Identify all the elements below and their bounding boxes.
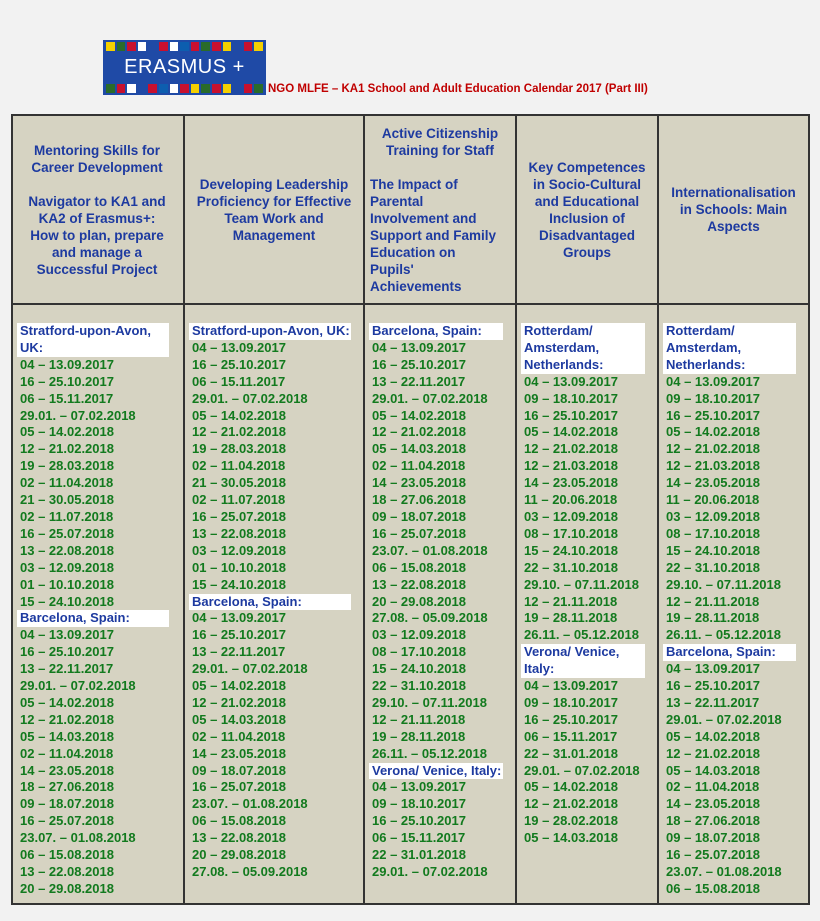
date-range: 04 – 13.09.2017 bbox=[192, 610, 286, 626]
date-range: 13 – 22.08.2018 bbox=[20, 542, 114, 558]
heading-line: Key Competences in Socio-Cultural and Educational Inclusion of Disadvantaged Groups bbox=[528, 159, 646, 260]
column-dates bbox=[663, 323, 804, 898]
column-heading bbox=[13, 116, 181, 303]
date-range: 13 – 22.08.2018 bbox=[192, 525, 286, 541]
date-range: 12 – 21.03.2018 bbox=[524, 458, 618, 474]
date-range: 18 – 27.06.2018 bbox=[666, 813, 760, 829]
date-range: 03 – 12.09.2018 bbox=[666, 508, 760, 524]
date-range: 09 – 18.07.2018 bbox=[192, 762, 286, 778]
location-label: Verona/ Venice, Italy: bbox=[369, 763, 503, 780]
date-range: 02 – 11.04.2018 bbox=[666, 779, 760, 795]
column-heading bbox=[659, 116, 808, 303]
date-range: 14 – 23.05.2018 bbox=[372, 475, 466, 491]
date-range: 12 – 21.11.2018 bbox=[524, 593, 618, 609]
date-range: 05 – 14.02.2018 bbox=[524, 779, 618, 795]
date-range: 12 – 21.02.2018 bbox=[192, 424, 286, 440]
flag-icon bbox=[159, 42, 168, 51]
column-heading bbox=[365, 116, 515, 303]
date-range: 23.07. – 01.08.2018 bbox=[372, 542, 488, 558]
date-range: 06 – 15.08.2018 bbox=[20, 847, 114, 863]
date-range: 09 – 18.10.2017 bbox=[524, 390, 618, 406]
date-range: 14 – 23.05.2018 bbox=[524, 475, 618, 491]
flag-icon bbox=[170, 42, 179, 51]
location-label: Stratford-upon-Avon, UK: bbox=[17, 323, 169, 357]
date-range: 09 – 18.07.2018 bbox=[372, 508, 466, 524]
date-range: 03 – 12.09.2018 bbox=[20, 559, 114, 575]
date-range: 12 – 21.02.2018 bbox=[192, 694, 286, 710]
date-range: 19 – 28.11.2018 bbox=[372, 728, 466, 744]
date-range: 29.01. – 07.02.2018 bbox=[20, 407, 136, 423]
date-range: 05 – 14.03.2018 bbox=[666, 762, 760, 778]
date-range: 02 – 11.04.2018 bbox=[192, 458, 286, 474]
date-range: 12 – 21.02.2018 bbox=[666, 441, 760, 457]
date-range: 29.10. – 07.11.2018 bbox=[372, 694, 487, 710]
date-range: 12 – 21.02.2018 bbox=[20, 711, 114, 727]
calendar-column-4 bbox=[517, 116, 657, 903]
date-range: 04 – 13.09.2017 bbox=[20, 627, 114, 643]
location-label: Verona/ Venice, Italy: bbox=[521, 644, 645, 678]
location-label: Barcelona, Spain: bbox=[17, 610, 169, 627]
date-range: 29.01. – 07.02.2018 bbox=[524, 762, 640, 778]
date-range: 26.11. – 05.12.2018 bbox=[372, 745, 487, 761]
flag-icon bbox=[244, 84, 253, 93]
date-range: 12 – 21.02.2018 bbox=[524, 441, 618, 457]
date-range: 04 – 13.09.2017 bbox=[20, 356, 114, 372]
date-range: 16 – 25.10.2017 bbox=[666, 678, 760, 694]
flag-icon bbox=[180, 42, 189, 51]
calendar-column-3 bbox=[365, 116, 515, 903]
date-range: 26.11. – 05.12.2018 bbox=[666, 627, 781, 643]
flag-icon bbox=[138, 84, 147, 93]
date-range: 16 – 25.10.2017 bbox=[192, 627, 286, 643]
date-range: 16 – 25.10.2017 bbox=[20, 373, 114, 389]
flag-icon bbox=[233, 42, 242, 51]
flag-icon bbox=[117, 42, 126, 51]
date-range: 19 – 28.03.2018 bbox=[20, 458, 114, 474]
date-range: 05 – 14.02.2018 bbox=[666, 728, 760, 744]
calendar-column-2 bbox=[185, 116, 363, 903]
date-range: 04 – 13.09.2017 bbox=[524, 678, 618, 694]
date-range: 08 – 17.10.2018 bbox=[372, 644, 466, 660]
date-range: 05 – 14.03.2018 bbox=[192, 711, 286, 727]
flag-icon bbox=[212, 42, 221, 51]
date-range: 04 – 13.09.2017 bbox=[372, 339, 466, 355]
date-range: 16 – 25.07.2018 bbox=[20, 813, 114, 829]
date-range: 02 – 11.04.2018 bbox=[20, 745, 114, 761]
date-range: 16 – 25.10.2017 bbox=[666, 407, 760, 423]
date-range: 29.01. – 07.02.2018 bbox=[666, 711, 782, 727]
date-range: 13 – 22.11.2017 bbox=[372, 373, 466, 389]
date-range: 04 – 13.09.2017 bbox=[666, 373, 760, 389]
date-range: 04 – 13.09.2017 bbox=[192, 339, 286, 355]
flag-icon bbox=[148, 42, 157, 51]
flag-icon bbox=[159, 84, 168, 93]
date-range: 16 – 25.10.2017 bbox=[20, 644, 114, 660]
heading-line: The Impact of Parental Involvement and Support and Family Education on Pupils' Achievements bbox=[370, 176, 497, 294]
date-range: 29.10. – 07.11.2018 bbox=[524, 576, 639, 592]
heading-line: Navigator to KA1 and KA2 of Erasmus+: How to plan, prepare and manage a Successful Project bbox=[28, 193, 166, 277]
date-range: 08 – 17.10.2018 bbox=[666, 525, 760, 541]
date-range: 02 – 11.04.2018 bbox=[20, 475, 114, 491]
date-range: 29.01. – 07.02.2018 bbox=[372, 864, 488, 879]
date-range: 29.10. – 07.11.2018 bbox=[666, 576, 781, 592]
date-range: 20 – 29.08.2018 bbox=[372, 593, 466, 609]
date-range: 29.01. – 07.02.2018 bbox=[192, 661, 308, 677]
flag-icon bbox=[106, 42, 115, 51]
date-range: 05 – 14.03.2018 bbox=[524, 830, 618, 846]
date-range: 11 – 20.06.2018 bbox=[524, 492, 618, 508]
date-range: 09 – 18.10.2017 bbox=[524, 694, 618, 710]
date-range: 13 – 22.08.2018 bbox=[20, 864, 114, 879]
flag-icon bbox=[117, 84, 126, 93]
date-range: 23.07. – 01.08.2018 bbox=[20, 830, 136, 846]
date-range: 05 – 14.03.2018 bbox=[372, 441, 466, 457]
date-range: 12 – 21.02.2018 bbox=[524, 796, 618, 812]
date-range: 14 – 23.05.2018 bbox=[192, 745, 286, 761]
date-range: 27.08. – 05.09.2018 bbox=[192, 864, 308, 879]
flag-strip-top bbox=[106, 42, 263, 51]
date-range: 06 – 15.11.2017 bbox=[524, 728, 618, 744]
date-range: 22 – 31.10.2018 bbox=[524, 559, 618, 575]
date-range: 14 – 23.05.2018 bbox=[666, 796, 760, 812]
flag-icon bbox=[244, 42, 253, 51]
date-range: 05 – 14.03.2018 bbox=[20, 728, 114, 744]
date-range: 06 – 15.08.2018 bbox=[372, 559, 466, 575]
flag-icon bbox=[212, 84, 221, 93]
calendar-column-5 bbox=[659, 116, 808, 903]
date-range: 15 – 24.10.2018 bbox=[372, 661, 466, 677]
location-label: Barcelona, Spain: bbox=[189, 594, 351, 611]
flag-icon bbox=[191, 42, 200, 51]
column-dates bbox=[369, 323, 511, 881]
date-range: 26.11. – 05.12.2018 bbox=[524, 627, 639, 643]
date-range: 03 – 12.09.2018 bbox=[372, 627, 466, 643]
date-range: 16 – 25.10.2017 bbox=[372, 356, 466, 372]
heading-line: Developing Leadership Proficiency for Effective Team Work and Management bbox=[196, 176, 352, 243]
date-range: 12 – 21.11.2018 bbox=[666, 593, 760, 609]
date-range: 05 – 14.02.2018 bbox=[192, 407, 286, 423]
date-range: 03 – 12.09.2018 bbox=[524, 508, 618, 524]
date-range: 21 – 30.05.2018 bbox=[192, 475, 286, 491]
date-range: 05 – 14.02.2018 bbox=[666, 424, 760, 440]
date-range: 06 – 15.11.2017 bbox=[372, 830, 466, 846]
erasmus-logo bbox=[103, 40, 266, 95]
date-range: 06 – 15.08.2018 bbox=[192, 813, 286, 829]
calendar-table bbox=[11, 114, 810, 905]
date-range: 05 – 14.02.2018 bbox=[372, 407, 466, 423]
logo-text: ERASMUS + bbox=[124, 56, 245, 78]
date-range: 22 – 31.01.2018 bbox=[372, 847, 466, 863]
flag-icon bbox=[138, 42, 147, 51]
date-range: 05 – 14.02.2018 bbox=[20, 424, 114, 440]
flag-icon bbox=[148, 84, 157, 93]
column-dates bbox=[521, 323, 653, 847]
date-range: 16 – 25.07.2018 bbox=[20, 525, 114, 541]
flag-icon bbox=[254, 42, 263, 51]
date-range: 12 – 21.02.2018 bbox=[372, 424, 466, 440]
document-title: NGO MLFE – KA1 School and Adult Education Calendar 2017 (Part III) bbox=[268, 83, 648, 95]
date-range: 04 – 13.09.2017 bbox=[524, 373, 618, 389]
date-range: 19 – 28.02.2018 bbox=[524, 813, 618, 829]
flag-icon bbox=[201, 42, 210, 51]
date-range: 12 – 21.02.2018 bbox=[666, 745, 760, 761]
column-heading bbox=[185, 116, 363, 303]
location-label: Rotterdam/ Amsterdam, Netherlands: bbox=[521, 323, 645, 374]
flag-strip-bottom bbox=[106, 84, 263, 93]
date-range: 03 – 12.09.2018 bbox=[192, 542, 286, 558]
date-range: 21 – 30.05.2018 bbox=[20, 492, 114, 508]
date-range: 16 – 25.10.2017 bbox=[524, 407, 618, 423]
flag-icon bbox=[127, 84, 136, 93]
flag-icon bbox=[233, 84, 242, 93]
heading-line: Internationalisation in Schools: Main Aspects bbox=[671, 185, 796, 234]
date-range: 22 – 31.10.2018 bbox=[372, 678, 466, 694]
flag-icon bbox=[223, 84, 232, 93]
date-range: 06 – 15.11.2017 bbox=[20, 390, 114, 406]
date-range: 15 – 24.10.2018 bbox=[192, 576, 286, 592]
date-range: 19 – 28.11.2018 bbox=[666, 610, 760, 626]
date-range: 14 – 23.05.2018 bbox=[666, 475, 760, 491]
date-range: 12 – 21.02.2018 bbox=[20, 441, 114, 457]
date-range: 06 – 15.08.2018 bbox=[666, 880, 760, 896]
flag-icon bbox=[223, 42, 232, 51]
date-range: 09 – 18.10.2017 bbox=[666, 390, 760, 406]
flag-icon bbox=[127, 42, 136, 51]
date-range: 12 – 21.03.2018 bbox=[666, 458, 760, 474]
calendar-column-1 bbox=[13, 116, 181, 903]
date-range: 13 – 22.11.2017 bbox=[20, 661, 114, 677]
date-range: 05 – 14.02.2018 bbox=[192, 678, 286, 694]
date-range: 01 – 10.10.2018 bbox=[192, 559, 286, 575]
date-range: 02 – 11.04.2018 bbox=[192, 728, 286, 744]
flag-icon bbox=[201, 84, 210, 93]
location-label: Barcelona, Spain: bbox=[369, 323, 503, 340]
flag-icon bbox=[191, 84, 200, 93]
flag-icon bbox=[180, 84, 189, 93]
date-range: 02 – 11.07.2018 bbox=[192, 492, 286, 508]
date-range: 16 – 25.07.2018 bbox=[666, 847, 760, 863]
location-label: Barcelona, Spain: bbox=[663, 644, 796, 661]
date-range: 11 – 20.06.2018 bbox=[666, 492, 760, 508]
date-range: 09 – 18.07.2018 bbox=[666, 830, 760, 846]
date-range: 16 – 25.07.2018 bbox=[372, 525, 466, 541]
heading-line: Mentoring Skills for Career Development bbox=[31, 142, 163, 175]
date-range: 18 – 27.06.2018 bbox=[372, 492, 466, 508]
date-range: 06 – 15.11.2017 bbox=[192, 373, 286, 389]
date-range: 16 – 25.07.2018 bbox=[192, 508, 286, 524]
date-range: 04 – 13.09.2017 bbox=[372, 779, 466, 795]
date-range: 22 – 31.01.2018 bbox=[524, 745, 618, 761]
flag-icon bbox=[106, 84, 115, 93]
date-range: 13 – 22.11.2017 bbox=[192, 644, 286, 660]
date-range: 29.01. – 07.02.2018 bbox=[20, 678, 136, 694]
heading-line: Active Citizenship Training for Staff bbox=[381, 125, 499, 158]
date-range: 08 – 17.10.2018 bbox=[524, 525, 618, 541]
date-range: 05 – 14.02.2018 bbox=[20, 694, 114, 710]
date-range: 04 – 13.09.2017 bbox=[666, 661, 760, 677]
date-range: 12 – 21.11.2018 bbox=[372, 711, 466, 727]
date-range: 15 – 24.10.2018 bbox=[20, 593, 114, 609]
date-range: 14 – 23.05.2018 bbox=[20, 762, 114, 778]
date-range: 19 – 28.11.2018 bbox=[524, 610, 618, 626]
date-range: 16 – 25.07.2018 bbox=[192, 779, 286, 795]
date-range: 29.01. – 07.02.2018 bbox=[192, 390, 308, 406]
date-range: 18 – 27.06.2018 bbox=[20, 779, 114, 795]
date-range: 29.01. – 07.02.2018 bbox=[372, 390, 488, 406]
date-range: 16 – 25.10.2017 bbox=[192, 356, 286, 372]
date-range: 20 – 29.08.2018 bbox=[192, 847, 286, 863]
date-range: 05 – 14.02.2018 bbox=[524, 424, 618, 440]
column-dates bbox=[189, 323, 359, 881]
date-range: 15 – 24.10.2018 bbox=[666, 542, 760, 558]
date-range: 13 – 22.11.2017 bbox=[666, 694, 760, 710]
location-label: Rotterdam/ Amsterdam, Netherlands: bbox=[663, 323, 796, 374]
date-range: 27.08. – 05.09.2018 bbox=[372, 610, 488, 626]
date-range: 13 – 22.08.2018 bbox=[192, 830, 286, 846]
date-range: 16 – 25.10.2017 bbox=[372, 813, 466, 829]
date-range: 15 – 24.10.2018 bbox=[524, 542, 618, 558]
date-range: 01 – 10.10.2018 bbox=[20, 576, 114, 592]
date-range: 13 – 22.08.2018 bbox=[372, 576, 466, 592]
location-label: Stratford-upon-Avon, UK: bbox=[189, 323, 351, 340]
column-heading bbox=[517, 116, 657, 303]
flag-icon bbox=[254, 84, 263, 93]
date-range: 22 – 31.10.2018 bbox=[666, 559, 760, 575]
date-range: 09 – 18.10.2017 bbox=[372, 796, 466, 812]
flag-icon bbox=[170, 84, 179, 93]
date-range: 23.07. – 01.08.2018 bbox=[192, 796, 308, 812]
date-range: 23.07. – 01.08.2018 bbox=[666, 864, 782, 879]
date-range: 02 – 11.04.2018 bbox=[372, 458, 466, 474]
date-range: 02 – 11.07.2018 bbox=[20, 508, 114, 524]
column-dates bbox=[17, 323, 177, 898]
date-range: 20 – 29.08.2018 bbox=[20, 880, 114, 896]
date-range: 19 – 28.03.2018 bbox=[192, 441, 286, 457]
date-range: 16 – 25.10.2017 bbox=[524, 711, 618, 727]
date-range: 09 – 18.07.2018 bbox=[20, 796, 114, 812]
